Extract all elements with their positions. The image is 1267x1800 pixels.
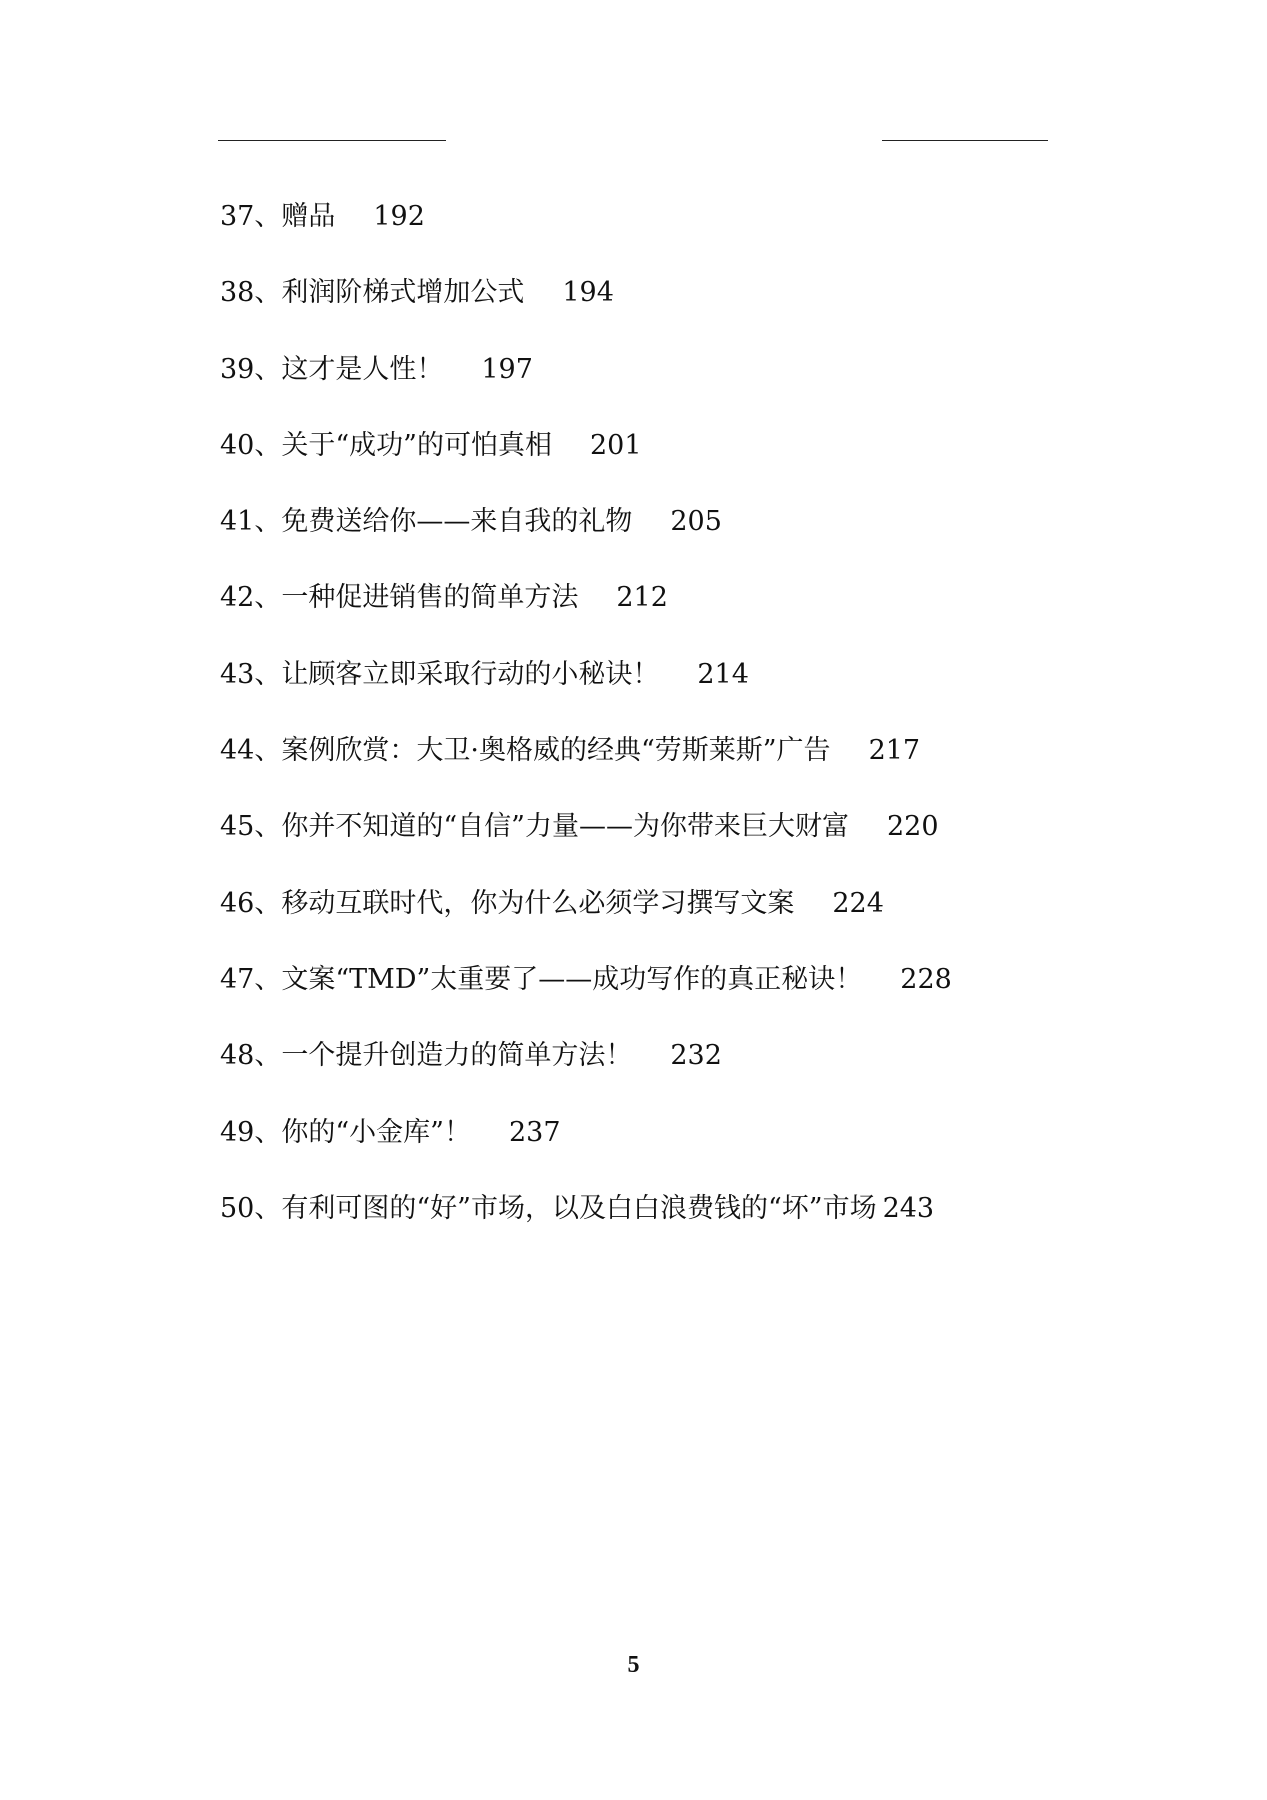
toc-entry xyxy=(220,417,1060,493)
toc-entry-title: 一个提升创造力的简单方法！ xyxy=(281,1040,633,1072)
toc-entry-number: 48、 xyxy=(220,1040,282,1072)
toc-entry-title: 有利可图的“好”市场，以及白白浪费钱的“坏”市场 xyxy=(281,1192,877,1224)
toc-entry-title: 你的“小金库”！ xyxy=(281,1116,471,1148)
toc-entry-title: 文案“TMD”太重要了——成功写作的真正秘诀！ xyxy=(281,963,863,995)
toc-entry xyxy=(220,264,1060,340)
toc-entry-page: 220 xyxy=(886,811,939,843)
page-number: 5 xyxy=(627,1652,640,1678)
toc-entry-page: 194 xyxy=(562,277,614,309)
toc-entry xyxy=(220,875,1060,951)
toc-entry xyxy=(220,569,1060,645)
toc-entry-number: 39、 xyxy=(220,353,282,385)
toc-entry-page: 217 xyxy=(868,735,921,767)
toc-entry-number: 41、 xyxy=(220,506,282,538)
toc-entry-number: 40、 xyxy=(220,429,282,461)
toc-entry-number: 42、 xyxy=(220,582,282,614)
toc-entry xyxy=(220,341,1060,417)
toc-entry-number: 50、 xyxy=(220,1192,282,1224)
toc-entry-page: 224 xyxy=(832,887,884,919)
toc-entry xyxy=(220,1104,1060,1180)
toc-entry-title: 移动互联时代，你为什么必须学习撰写文案 xyxy=(281,887,795,919)
toc-entry xyxy=(220,1027,1060,1103)
toc-entry xyxy=(220,646,1060,722)
toc-entry-page: 201 xyxy=(589,429,642,461)
toc-entry-page: 237 xyxy=(508,1116,561,1148)
toc-entry-page: 228 xyxy=(900,963,952,995)
toc-entry-number: 44、 xyxy=(220,735,282,767)
toc-entry-title: 利润阶梯式增加公式 xyxy=(281,277,525,309)
toc-entry-title: 赠品 xyxy=(281,201,336,232)
toc-entry-number: 43、 xyxy=(220,658,282,690)
toc-entry-page: 197 xyxy=(481,353,533,385)
header-rule-right xyxy=(882,140,1048,141)
toc-entry xyxy=(220,1180,1060,1256)
toc-entry-page: 214 xyxy=(697,658,749,690)
toc-entry-page: 205 xyxy=(670,506,722,538)
toc-entry-title: 让顾客立即采取行动的小秘诀！ xyxy=(281,658,660,690)
toc-entry-number: 47、 xyxy=(220,963,282,995)
toc-entry-page: 232 xyxy=(670,1040,722,1072)
toc-entry xyxy=(220,493,1060,569)
toc-entry-title: 案例欣赏：大卫·奥格威的经典“劳斯莱斯”广告 xyxy=(281,735,831,767)
toc-entry-page: 192 xyxy=(373,201,425,232)
table-of-contents xyxy=(220,188,1060,1256)
toc-entry-number: 46、 xyxy=(220,887,282,919)
toc-entry xyxy=(220,722,1060,798)
toc-entry-number: 49、 xyxy=(220,1116,282,1148)
header-rule-left xyxy=(218,140,446,141)
toc-entry-number: 38、 xyxy=(220,277,282,309)
toc-entry-title: 免费送给你——来自我的礼物 xyxy=(281,506,633,538)
toc-entry-title: 你并不知道的“自信”力量——为你带来巨大财富 xyxy=(281,811,849,843)
toc-entry-title: 这才是人性！ xyxy=(281,353,444,385)
toc-entry-title: 一种促进销售的简单方法 xyxy=(281,582,579,614)
toc-entry-number: 37、 xyxy=(220,201,282,232)
toc-entry-title: 关于“成功”的可怕真相 xyxy=(281,429,552,461)
toc-entry-page: 243 xyxy=(882,1192,935,1224)
toc-entry xyxy=(220,798,1060,874)
toc-entry xyxy=(220,188,1060,264)
toc-entry-page: 212 xyxy=(616,582,668,614)
toc-entry xyxy=(220,951,1060,1027)
toc-entry-number: 45、 xyxy=(220,811,282,843)
